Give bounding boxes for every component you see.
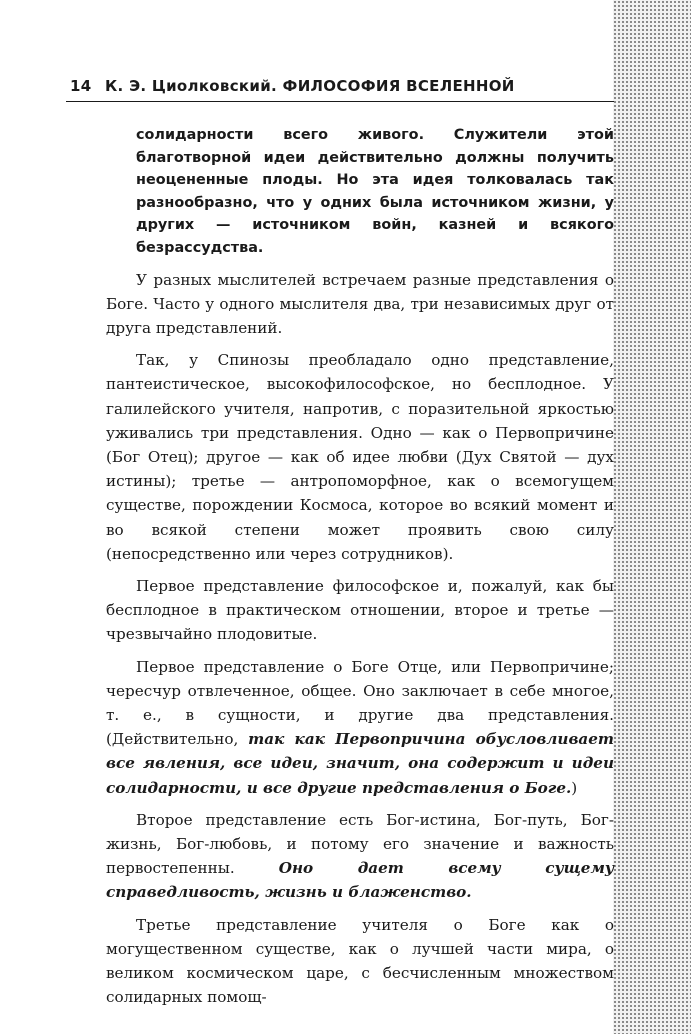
lead-paragraph: солидарности всего живого. Служители этой благотворной идеи действительно должны получить неоцененные плоды. Но эта идея толковалась так разнообразно, что у одних была источником жизни, у других — источником войн, казней и всякого безрассудства. [136,127,614,256]
book-page [66,0,616,1034]
paragraph-4 [66,655,614,800]
paragraph-2: Так, у Спинозы преобладало одно представление, пантеистическое, высокофилософское, но бесплодное. У галилейского учителя, напротив, с поразительной яркостью уживались три представления. Одно — как о Первопричине (Бог Отец); другое — как об идее любви (Дух Святой — дух истины); третье — антропоморфное, как о всемогущем существе, порождении Космоса, которое во всякий момент и во всякой степени может проявить свою силу (непосредственно или через сотрудников). [106,351,614,563]
running-title: К. Э. Циолковский. ФИЛОСОФИЯ ВСЕЛЕННОЙ [105,77,515,95]
paragraph-5-text: Второе представление есть Бог-истина, Бог-путь, Бог-жизнь, Бог-любовь, и потому его значение и важность первостепенны. [106,810,614,878]
paragraph-1: У разных мыслителей встречаем разные представления о Боге. Часто у одного мыслителя два, три независимых друг от друга представлений. [106,270,614,337]
paragraph-5-emphasis: Оно дает всему сущему справедливость, жизнь и блаженство. [106,859,614,902]
running-header [66,75,614,102]
paragraph-3: Первое представление философское и, пожалуй, как бы бесплодное в практическом отношении, второе и третье — чрезвычайно плодовитые. [106,577,614,644]
page-number: 14 [70,77,92,95]
paragraph-4-emphasis: так как Первопричина обусловливает все явления, все идеи, значит, она содержит и идеи солидарности, и все другие представления о Боге. [106,730,614,797]
paragraph-6: Третье представление учителя о Боге как о могущественном существе, как о лучшей части мира, о великом космическом царе, с бесчисленным множеством солидарных помощ- [106,915,614,1007]
paragraph-4-text: Первое представление о Боге Отце, или Первопричине; чересчур отвлеченное, общее. Оно заключает в себе многое, т. е., в сущности, и другие два представления. (Действительно, [106,657,614,749]
paragraph-4-close: ) [571,778,578,797]
page-body [106,124,680,1017]
paragraph-5 [66,808,614,905]
